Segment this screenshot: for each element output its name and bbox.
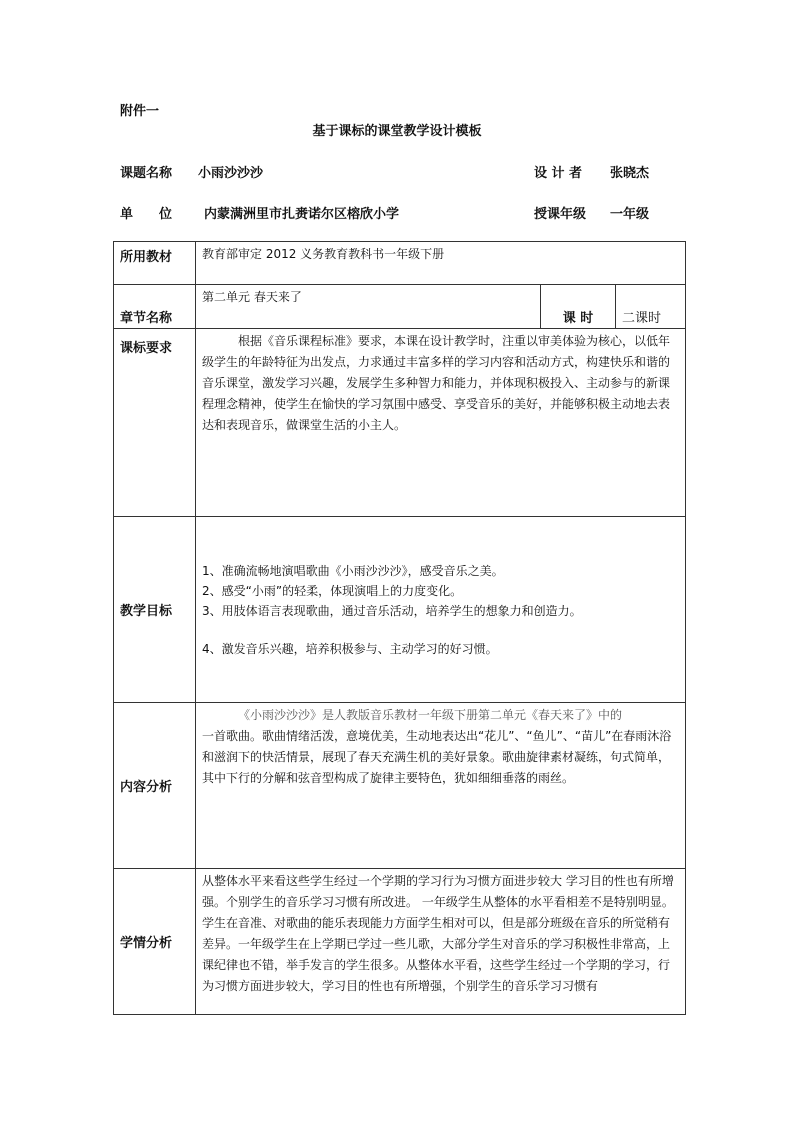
- textbook-label: 所用教材: [114, 242, 196, 285]
- table-row: [114, 517, 686, 703]
- attachment-label: 附件一: [120, 104, 160, 119]
- unit-label: 单 位: [120, 207, 173, 222]
- table-row: [114, 869, 686, 1015]
- lesson-design-table: [113, 241, 686, 1015]
- goals-label: 教学目标: [114, 517, 196, 703]
- topic-value: 小雨沙沙沙: [198, 166, 264, 181]
- standard-text: 根据《音乐课程标准》要求，本课在设计教学时，注重以审美体验为核心，以低年级学生的年龄特征为出发点，力求通过丰富多样的学习内容和活动方式，构建快乐和谐的音乐课堂，激发学习兴趣，发展学生多种智力和能力，并体现积极投入、主动参与的新课程理念精神，使学生在愉快的学习氛围中感受、享受音乐的美好，并能够积极主动地去表达和表现音乐，做课堂生活的小主人。: [202, 334, 671, 432]
- document-title: 基于课标的课堂教学设计模板: [312, 124, 482, 139]
- content-body: 一首歌曲。歌曲情绪活泼，意境优美，生动地表达出“花儿”、“鱼儿”、“苗儿”在春雨沐浴和滋润下的快活情景，展现了春天充满生机的美好景象。歌曲旋律素材凝练，句式简单，其中下行的分解和弦音型构成了旋律主要特色，犹如细细垂落的雨丝。: [202, 729, 672, 785]
- table-row: [114, 285, 686, 329]
- topic-label: 课题名称: [120, 166, 173, 181]
- goal-item: 1、准确流畅地演唱歌曲《小雨沙沙沙》，感受音乐之美。: [202, 563, 504, 578]
- content-lead: 《小雨沙沙沙》是人教版音乐教材一年级下册第二单元《春天来了》中的: [238, 708, 623, 722]
- learners-text: 从整体水平来看这些学生经过一个学期的学习行为习惯方面进步较大 学习目的性也有所增强。个别学生的音乐学习习惯有所改进。 一年级学生从整体的水平看相差不是特别明显。学生在音准、对歌曲的能乐表现能力方面学生相对可以，但是部分班级在音乐的所觉稍有差异。一年级学生在上学期已学过一些儿歌，大部分学生对音乐的学习积极性非常高，上课纪律也不错，举手发言的学生很多。从整体水平看，这些学生经过一个学期的学习，行为习惯方面进步较大，学习目的性也有所增强，个别学生的音乐学习习惯有: [202, 874, 674, 993]
- textbook-value: 教育部审定 2012 义务教育教科书一年级下册: [196, 242, 686, 285]
- chapter-value: 第二单元 春天来了: [196, 285, 541, 329]
- standard-label: 课标要求: [114, 329, 196, 517]
- unit-value: 内蒙满洲里市扎赉诺尔区榕欣小学: [204, 207, 400, 222]
- grade-label: 授课年级: [534, 207, 587, 222]
- table-row: [114, 703, 686, 869]
- table-row: [114, 242, 686, 285]
- chapter-label: 章节名称: [114, 285, 196, 329]
- hours-label: 课 时: [541, 285, 616, 329]
- hours-value: 二课时: [616, 285, 686, 329]
- designer-label: 设 计 者: [534, 166, 583, 181]
- goal-item: 3、用肢体语言表现歌曲，通过音乐活动，培养学生的想象力和创造力。: [202, 603, 582, 618]
- table-row: [114, 329, 686, 517]
- goal-item: 4、激发音乐兴趣，培养积极参与、主动学习的好习惯。: [202, 641, 498, 656]
- designer-value: 张晓杰: [610, 166, 650, 181]
- content-label: 内容分析: [114, 703, 196, 869]
- learners-label: 学情分析: [114, 869, 196, 1015]
- goal-item: 2、感受“小雨”的轻柔，体现演唱上的力度变化。: [202, 583, 463, 598]
- grade-value: 一年级: [610, 207, 650, 222]
